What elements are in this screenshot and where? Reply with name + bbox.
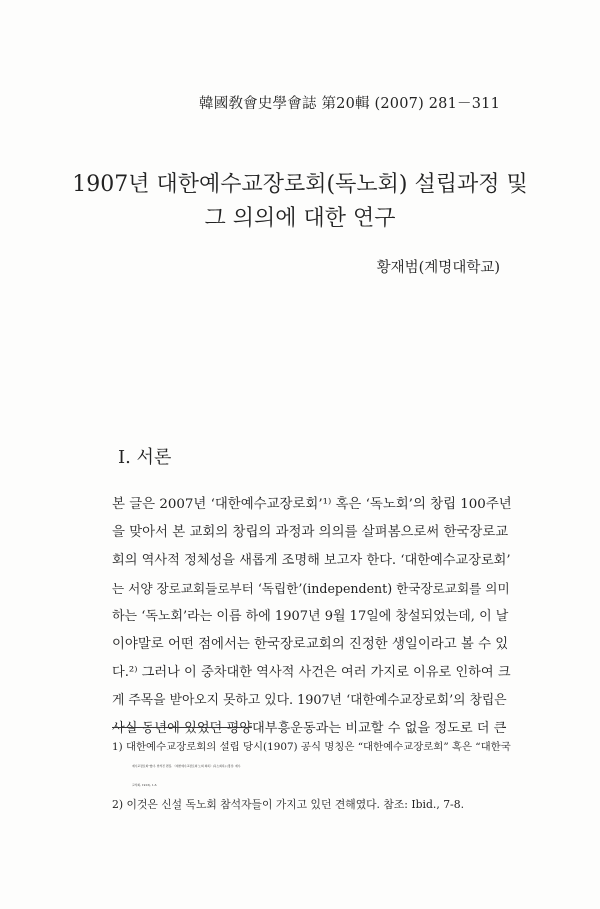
- body-paragraph: [112, 491, 512, 743]
- footnotes: [112, 738, 512, 814]
- running-header: 韓國敎會史學會誌 第20輯 (2007) 281－311: [199, 96, 500, 112]
- author-affiliation: 황재범(계명대학교): [376, 260, 500, 276]
- footnote-1-line-1: 1) 대한예수교장로회의 설립 당시(1907) 공식 명칭은 “대한예수교장로회” 혹은 “대한국: [112, 741, 511, 753]
- body-line: 사실 동년에 있었던 평양대부흥운동과는 비교할 수 없을 정도로 더 큰: [112, 721, 507, 736]
- body-line: 을 맞아서 본 교회의 창립의 과정과 의의를 살펴봄으로써 한국장로교: [112, 525, 509, 540]
- paper-title: [60, 168, 540, 236]
- footnote-1-line-3: 교서회, 1913), 1-3.: [132, 783, 158, 787]
- title-line-2: 그 의의에 대한 연구: [204, 206, 396, 231]
- footnote-separator: [112, 727, 252, 728]
- body-line: 이야말로 어떤 점에서는 한국장로교회의 진정한 생일이라고 볼 수 있: [112, 637, 509, 652]
- body-line: 하는 ‘독노회’라는 이름 하에 1907년 9월 17일에 창설되었는데, 이 날: [112, 609, 509, 624]
- body-line: 는 서양 장로교회들로부터 ‘독립한’(independent) 한국장로교회를 의미: [112, 581, 510, 596]
- body-line: 게 주목을 받아오지 못하고 있다. 1907년 ‘대한예수교장로회’의 창립은: [112, 693, 507, 708]
- body-line: 회의 역사적 정체성을 새롭게 조명해 보고자 한다. ‘대한예수교장로회’: [112, 553, 511, 568]
- body-line: 본 글은 2007년 ‘대한예수교장로회’¹⁾ 혹은 ‘독노회’의 창립 100주년: [112, 497, 512, 512]
- footnote-1-line-2: 예수교장로회”였다. 한석진 편집, 《대한예수교장로회 노회 회록》(독노회록) (경성: 예수: [132, 764, 241, 768]
- body-line: 다.²⁾ 그러나 이 중차대한 역사적 사건은 여러 가지로 이유로 인하여 크: [112, 665, 511, 680]
- title-line-1: 1907년 대한예수교장로회(독노회) 설립과정 및: [72, 172, 528, 197]
- section-heading: I. 서론: [118, 447, 172, 468]
- footnote-2: 2) 이것은 신설 독노회 참석자들이 가지고 있던 견해였다. 참조: Ibid., 7-8.: [112, 798, 465, 811]
